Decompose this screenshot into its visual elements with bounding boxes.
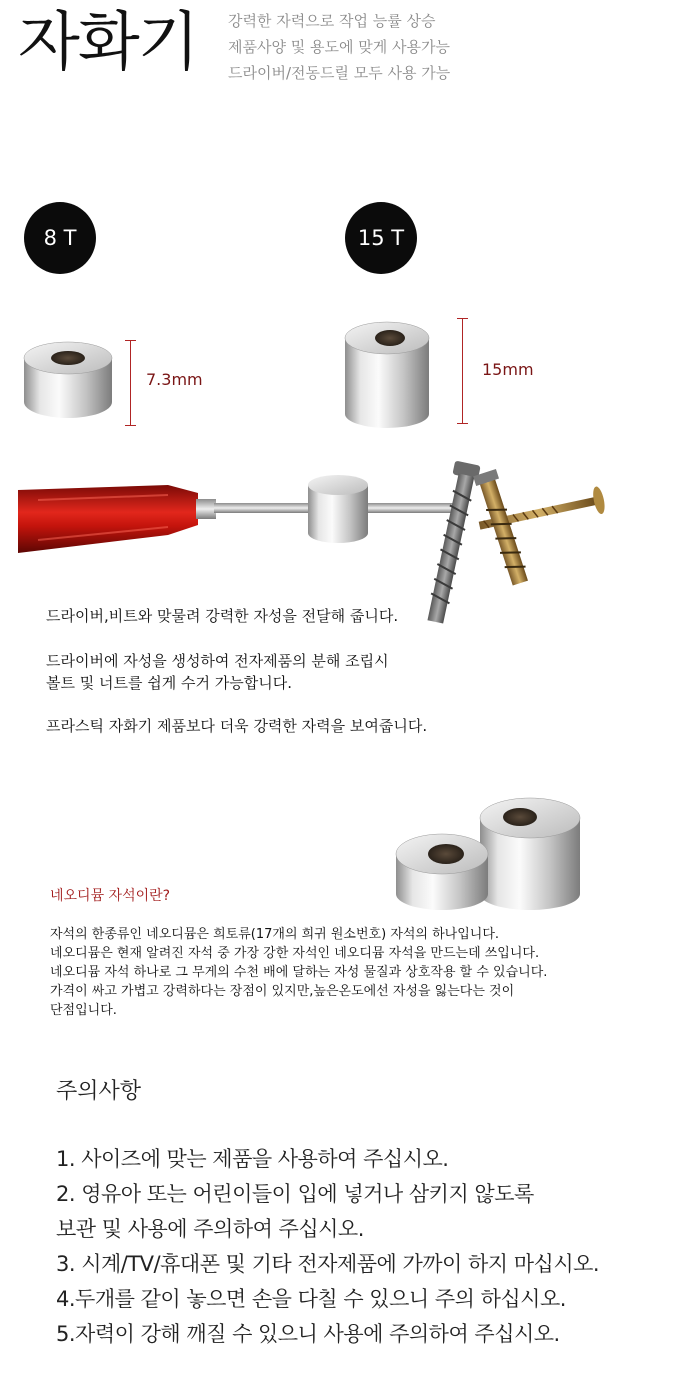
description-line-3: 볼트 및 너트를 쉽게 수거 가능합니다. — [46, 674, 292, 692]
description-line-1: 드라이버,비트와 맞물려 강력한 자성을 전달해 줍니다. — [46, 607, 399, 625]
caution-item-1: 1. 사이즈에 맞는 제품을 사용하여 주십시오. — [56, 1147, 449, 1171]
neodymium-line-3: 네오디뮴 자석 하나로 그 무게의 수천 배에 달하는 자성 물질과 상호작용 할 수 있습니다. — [50, 965, 548, 980]
dimension-tick-15t-bottom — [457, 423, 468, 424]
neodymium-line-2: 네오디뮴은 현재 알려진 자석 중 가장 강한 자석인 네오디뮴 자석을 만드는데 쓰입니다. — [50, 946, 540, 961]
neodymium-line-4: 가격이 싸고 가볍고 강력하다는 장점이 있지만,높은온도에선 자성을 잃는다는 것이 — [50, 984, 515, 999]
description-line-4: 프라스틱 자화기 제품보다 더욱 강력한 자력을 보여줍니다. — [46, 717, 428, 735]
caution-item-2-cont: 보관 및 사용에 주의하여 주십시오. — [56, 1217, 364, 1241]
dimension-tick-8t-top — [125, 340, 136, 341]
dimension-tick-8t-bottom — [125, 425, 136, 426]
magnet-8t-image — [18, 330, 118, 430]
caution-title: 주의사항 — [56, 1079, 142, 1104]
badge-15t — [345, 202, 417, 274]
neodymium-body — [50, 925, 547, 1020]
dimension-label-8t: 7.3mm — [146, 370, 203, 389]
dimension-label-15t: 15mm — [482, 360, 534, 379]
badge-8t-label: 8 T — [43, 226, 77, 250]
magnet-15t-image — [340, 308, 434, 432]
badge-8t — [24, 202, 96, 274]
dimension-line-15t — [462, 318, 463, 424]
caution-item-5: 5.자력이 강해 깨질 수 있으니 사용에 주의하여 주십시오. — [56, 1322, 560, 1346]
dimension-tick-15t-top — [457, 318, 468, 319]
caution-list — [56, 1142, 599, 1352]
neodymium-title: 네오디뮴 자석이란? — [50, 888, 171, 904]
subtitle-line-2: 제품사양 및 용도에 맞게 사용가능 — [228, 38, 450, 56]
neodymium-line-1: 자석의 한종류인 네오디뮴은 희토류(17개의 희귀 원소번호) 자석의 하나입니다. — [50, 927, 500, 942]
dimension-line-8t — [130, 340, 131, 426]
neodymium-magnets-image — [392, 786, 587, 916]
caution-item-2: 2. 영유아 또는 어린이들이 입에 넣거나 삼키지 않도록 — [56, 1182, 534, 1206]
caution-item-4: 4.두개를 같이 놓으면 손을 다칠 수 있으니 주의 하십시오. — [56, 1287, 566, 1311]
subtitle-line-3: 드라이버/전동드릴 모두 사용 가능 — [228, 64, 451, 82]
badge-15t-label: 15 T — [357, 226, 405, 250]
subtitle-line-1: 강력한 자력으로 작업 능률 상승 — [228, 12, 436, 30]
page-title: 자화기 — [18, 6, 198, 80]
caution-item-3: 3. 시계/TV/휴대폰 및 기타 전자제품에 가까이 하지 마십시오. — [56, 1252, 600, 1276]
neodymium-line-5: 단점입니다. — [50, 1003, 117, 1018]
description-line-2: 드라이버에 자성을 생성하여 전자제품의 분해 조립시 — [46, 652, 389, 670]
